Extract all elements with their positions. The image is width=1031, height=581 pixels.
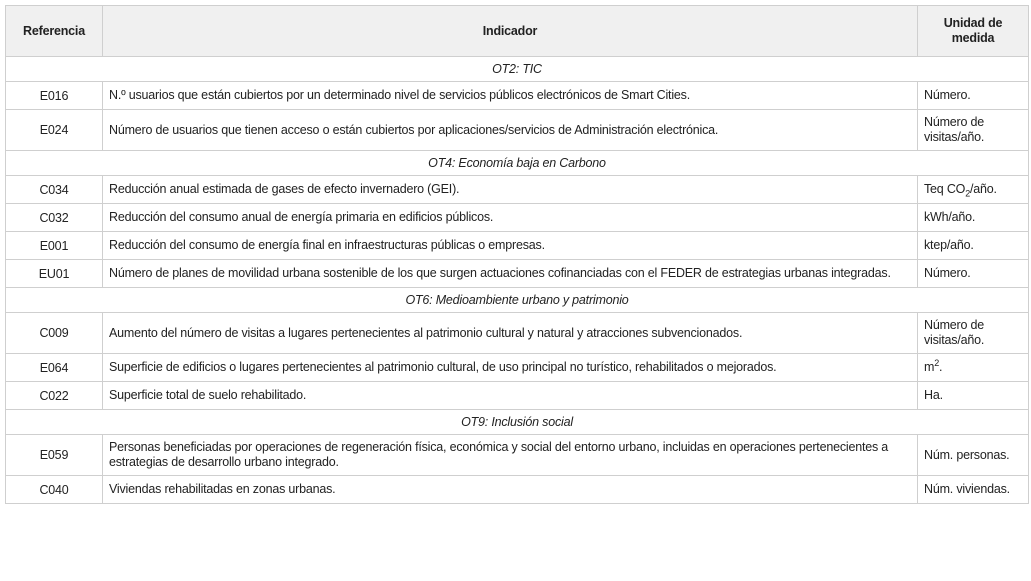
indicator-cell: Número de planes de movilidad urbana sostenible de los que surgen actuaciones cofinanciadas con el FEDER de estrategias urbanas integradas. [103,260,918,288]
unit-cell [918,354,1029,382]
indicator-cell: Reducción del consumo de energía final en infraestructuras públicas o empresas. [103,232,918,260]
table-row [6,232,1029,260]
unit-text: Teq CO [924,182,966,196]
indicator-cell: Superficie total de suelo rehabilitado. [103,382,918,410]
indicator-cell: Número de usuarios que tienen acceso o están cubiertos por aplicaciones/servicios de Administración electrónica. [103,110,918,151]
section-title: OT9: Inclusión social [6,410,1029,435]
section-row [6,57,1029,82]
reference-cell: E001 [6,232,103,260]
section-title: OT2: TIC [6,57,1029,82]
section-row [6,151,1029,176]
reference-cell: E016 [6,82,103,110]
table-row [6,82,1029,110]
unit-cell: Número. [918,82,1029,110]
unit-cell: Número de visitas/año. [918,110,1029,151]
header-unidad: Unidad de medida [918,6,1029,57]
unit-cell: Número de visitas/año. [918,313,1029,354]
indicator-cell: Viviendas rehabilitadas en zonas urbanas. [103,476,918,504]
reference-cell: C034 [6,176,103,204]
reference-cell: E024 [6,110,103,151]
reference-cell: E064 [6,354,103,382]
table-row [6,260,1029,288]
table-row [6,354,1029,382]
unit-cell: Número. [918,260,1029,288]
table-row [6,435,1029,476]
section-title: OT6: Medioambiente urbano y patrimonio [6,288,1029,313]
header-row [6,6,1029,57]
header-referencia: Referencia [6,6,103,57]
header-indicador: Indicador [103,6,918,57]
indicator-cell: Aumento del número de visitas a lugares pertenecientes al patrimonio cultural y natural y atracciones subvencionados. [103,313,918,354]
reference-cell: C032 [6,204,103,232]
table-row [6,382,1029,410]
indicator-cell: N.º usuarios que están cubiertos por un determinado nivel de servicios públicos electrónicos de Smart Cities. [103,82,918,110]
unit-subscript: 2 [965,188,970,199]
table-row [6,476,1029,504]
indicator-cell: Personas beneficiadas por operaciones de regeneración física, económica y social del entorno urbano, incluidas en operaciones pertenecientes a estrategias de desarrollo urbano integrado. [103,435,918,476]
table-row [6,176,1029,204]
table-row [6,110,1029,151]
table-row [6,313,1029,354]
section-row [6,288,1029,313]
unit-cell: kWh/año. [918,204,1029,232]
unit-text-suffix: . [939,360,943,374]
reference-cell: E059 [6,435,103,476]
indicator-cell: Superficie de edificios o lugares pertenecientes al patrimonio cultural, de uso principal no turístico, rehabilitados o mejorados. [103,354,918,382]
unit-text: m [924,360,935,374]
section-title: OT4: Economía baja en Carbono [6,151,1029,176]
unit-cell: Núm. viviendas. [918,476,1029,504]
unit-cell: ktep/año. [918,232,1029,260]
reference-cell: C022 [6,382,103,410]
reference-cell: C009 [6,313,103,354]
unit-superscript: 2 [934,357,940,368]
unit-cell [918,176,1029,204]
indicator-cell: Reducción del consumo anual de energía primaria en edificios públicos. [103,204,918,232]
unit-cell: Núm. personas. [918,435,1029,476]
unit-text-suffix: /año. [970,182,997,196]
reference-cell: EU01 [6,260,103,288]
section-row [6,410,1029,435]
unit-cell: Ha. [918,382,1029,410]
table-row [6,204,1029,232]
reference-cell: C040 [6,476,103,504]
indicators-table [5,5,1029,504]
indicator-cell: Reducción anual estimada de gases de efecto invernadero (GEI). [103,176,918,204]
